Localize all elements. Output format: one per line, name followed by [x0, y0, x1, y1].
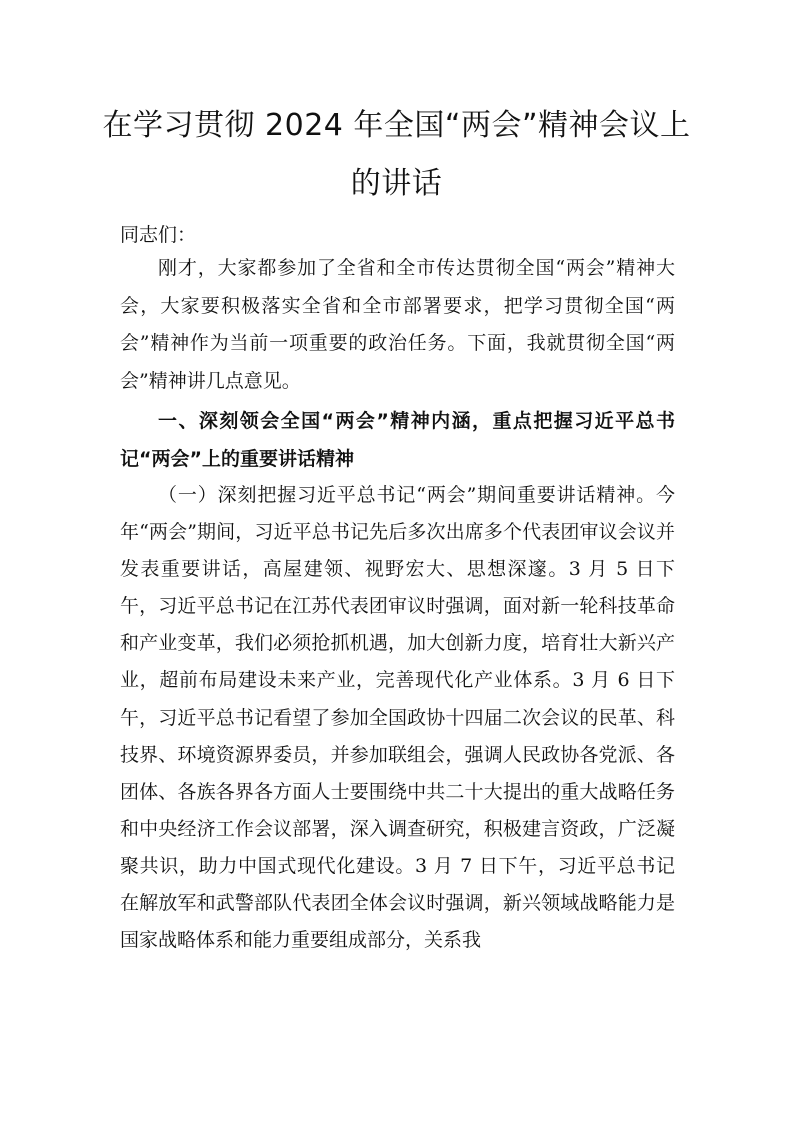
- document-title-line-1: 在学习贯彻 2024 年全国“两会”精神会议上: [102, 108, 691, 143]
- paragraph-intro: 刚才，大家都参加了全省和全市传达贯彻全国“两会”精神大会，大家要积极落实全省和全市部署要求，把学习贯彻全国“两会”精神作为当前一项重要的政治任务。下面，我就贯彻全国“两会”精神讲几点意见。: [120, 257, 675, 392]
- paragraph-subsection-1: （一）深刻把握习近平总书记“两会”期间重要讲话精神。今年“两会”期间，习近平总书记先后多次出席多个代表团审议会议并发表重要讲话，高屋建领、视野宏大、思想深邃。3 月 5 日下午，习近平总书记在江苏代表团审议时强调，面对新一轮科技革命和产业变革，我们必须抢抓机遇，加大创新力度，培育壮大新兴产业，超前布局建设未来产业，完善现代化产业体系。3 月 6 日下午，习近平总书记看望了参加全国政协十四届二次会议的民革、科技界、环境资源界委员，并参加联组会，强调人民政协各党派、各团体、各族各界各方面人士要围绕中共二十大提出的重大战略任务和中央经济工作会议部署，深入调查研究，积极建言资政，广泛凝聚共识，助力中国式现代化建设。3 月 7 日下午，习近平总书记在解放军和武警部队代表团全体会议时强调，新兴领域战略能力是国家战略体系和能力重要组成部分，关系我: [120, 484, 675, 952]
- section-heading-1: 一、深刻领会全国“两会”精神内涵，重点把握习近平总书记“两会”上的重要讲话精神: [120, 410, 675, 470]
- salutation: 同志们：: [120, 224, 197, 246]
- document-title-line-2: 的讲话: [350, 166, 443, 201]
